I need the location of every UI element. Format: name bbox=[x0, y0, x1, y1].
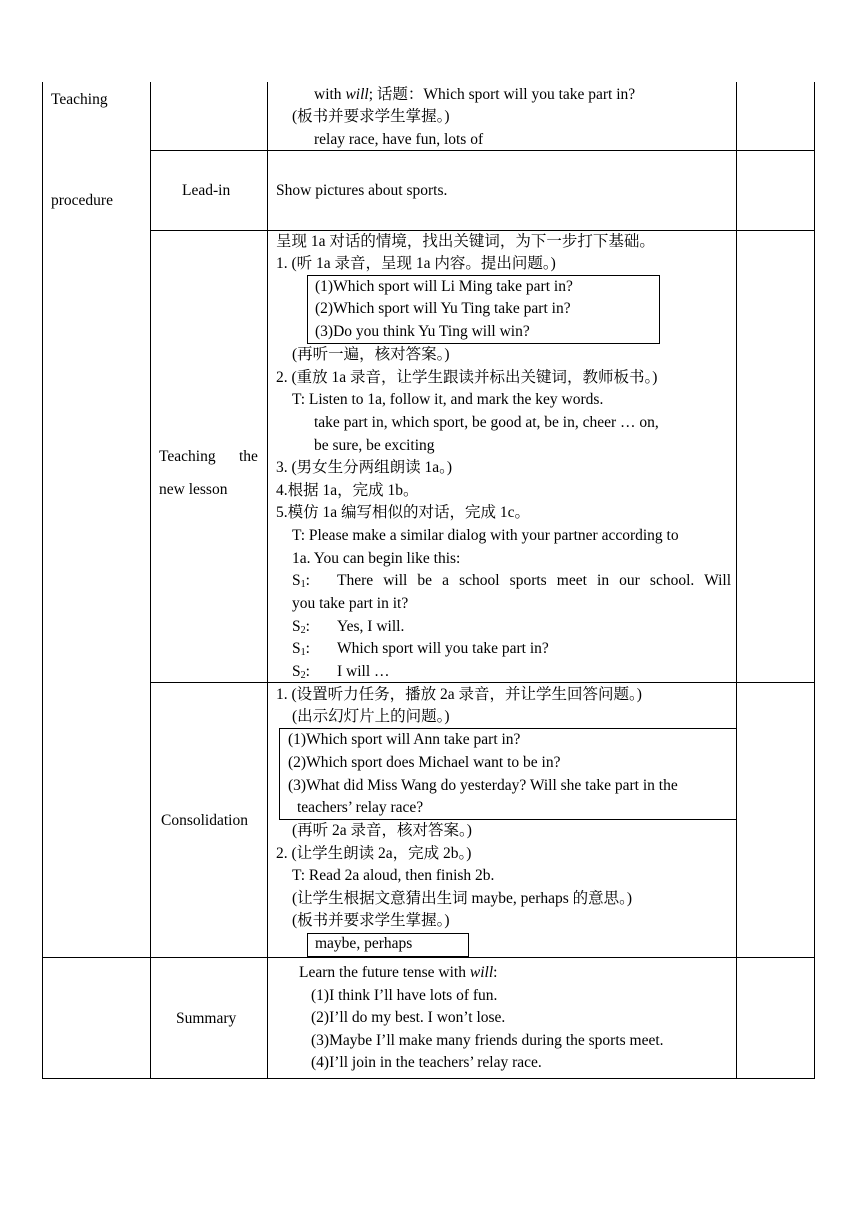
dialog-line: you take part in it? bbox=[292, 595, 409, 612]
question-2a-item: (1)Which sport will Ann take part in? bbox=[288, 731, 521, 748]
row-divider-summary bbox=[42, 957, 815, 958]
summary-item: (3)Maybe I’ll make many friends during the sports meet. bbox=[311, 1032, 664, 1049]
objectives-line-3: relay race, have fun, lots of bbox=[314, 131, 484, 148]
table-border-bottom bbox=[42, 1078, 815, 1079]
stage-new-lesson-word-2: the bbox=[239, 448, 258, 465]
table-divider-col3 bbox=[736, 82, 737, 1078]
new-lesson-line: 2. (重放 1a 录音，让学生跟读并标出关键词，教师板书。) bbox=[276, 369, 658, 386]
consolidation-line: 1. (设置听力任务，播放 2a 录音，并让学生回答问题。) bbox=[276, 686, 642, 703]
new-lesson-line: T: Listen to 1a, follow it, and mark the key words. bbox=[292, 391, 604, 408]
question-1a-item: (3)Do you think Yu Ting will win? bbox=[315, 323, 530, 340]
lead-in-content: Show pictures about sports. bbox=[276, 182, 448, 199]
dialog-speaker-s2: $S_2$: bbox=[292, 663, 310, 681]
dialog-speaker-s1: $S_1$: bbox=[292, 572, 310, 590]
consolidation-line: (让学生根据文意猜出生词 maybe, perhaps 的意思。) bbox=[292, 890, 633, 907]
summary-item: (2)I’ll do my best. I won’t lose. bbox=[311, 1009, 506, 1026]
question-2a-item: (2)Which sport does Michael want to be in? bbox=[288, 754, 561, 771]
consolidation-line: T: Read 2a aloud, then finish 2b. bbox=[292, 867, 495, 884]
new-lesson-line: 呈现 1a 对话的情境，找出关键词，为下一步打下基础。 bbox=[276, 233, 655, 250]
row-divider-consolidation bbox=[150, 682, 815, 683]
dialog-line: There will be a school sports meet in our school. Will bbox=[337, 572, 731, 589]
summary-intro: Learn the future tense with will: bbox=[299, 964, 498, 981]
consolidation-line: (再听 2a 录音，核对答案。) bbox=[292, 822, 472, 839]
new-lesson-line: 1a. You can begin like this: bbox=[292, 550, 461, 567]
objectives-line-1: with will; 话题：Which sport will you take part in? bbox=[314, 86, 636, 103]
new-lesson-line: 5.模仿 1a 编写相似的对话，完成 1c。 bbox=[276, 504, 531, 521]
stage-new-lesson-word-3: new lesson bbox=[159, 481, 228, 498]
consolidation-line: (板书并要求学生掌握。) bbox=[292, 912, 450, 929]
consolidation-line: 2. (让学生朗读 2a，完成 2b。) bbox=[276, 845, 472, 862]
stage-summary: Summary bbox=[176, 1010, 237, 1027]
summary-item: (1)I think I’ll have lots of fun. bbox=[311, 987, 498, 1004]
question-2a-item: teachers’ relay race? bbox=[297, 799, 424, 816]
consolidation-line: (出示幻灯片上的问题。) bbox=[292, 708, 450, 725]
teaching-procedure-label-2: procedure bbox=[51, 192, 113, 209]
stage-lead-in: Lead-in bbox=[182, 182, 231, 199]
new-lesson-line: 1. (听 1a 录音，呈现 1a 内容。提出问题。) bbox=[276, 255, 556, 272]
summary-item: (4)I’ll join in the teachers’ relay race. bbox=[311, 1054, 542, 1071]
board-words: maybe, perhaps bbox=[315, 935, 413, 952]
dialog-line: Yes, I will. bbox=[337, 618, 405, 635]
stage-consolidation: Consolidation bbox=[161, 812, 248, 829]
new-lesson-line: be sure, be exciting bbox=[314, 437, 435, 454]
dialog-line: I will … bbox=[337, 663, 390, 680]
table-border-right bbox=[814, 82, 815, 1078]
new-lesson-line: 4.根据 1a，完成 1b。 bbox=[276, 482, 419, 499]
new-lesson-line: T: Please make a similar dialog with your partner according to bbox=[292, 527, 679, 544]
table-divider-col1 bbox=[150, 82, 151, 1078]
question-2a-item: (3)What did Miss Wang do yesterday? Will she take part in the bbox=[288, 777, 678, 794]
dialog-line: Which sport will you take part in? bbox=[337, 640, 549, 657]
dialog-speaker-s2: $S_2$: bbox=[292, 618, 310, 636]
objectives-line-2: (板书并要求学生掌握。) bbox=[292, 108, 450, 125]
dialog-speaker-s1: $S_1$: bbox=[292, 640, 310, 658]
new-lesson-line: (再听一遍，核对答案。) bbox=[292, 346, 450, 363]
table-border-left bbox=[42, 82, 43, 1078]
new-lesson-line: 3. (男女生分两组朗读 1a。) bbox=[276, 459, 453, 476]
new-lesson-line: take part in, which sport, be good at, be in, cheer … on, bbox=[314, 414, 659, 431]
question-1a-item: (1)Which sport will Li Ming take part in? bbox=[315, 278, 573, 295]
question-1a-item: (2)Which sport will Yu Ting take part in? bbox=[315, 300, 571, 317]
stage-new-lesson-word-1: Teaching bbox=[159, 448, 216, 465]
teaching-procedure-label-1: Teaching bbox=[51, 91, 108, 108]
table-divider-col2 bbox=[267, 82, 268, 1078]
